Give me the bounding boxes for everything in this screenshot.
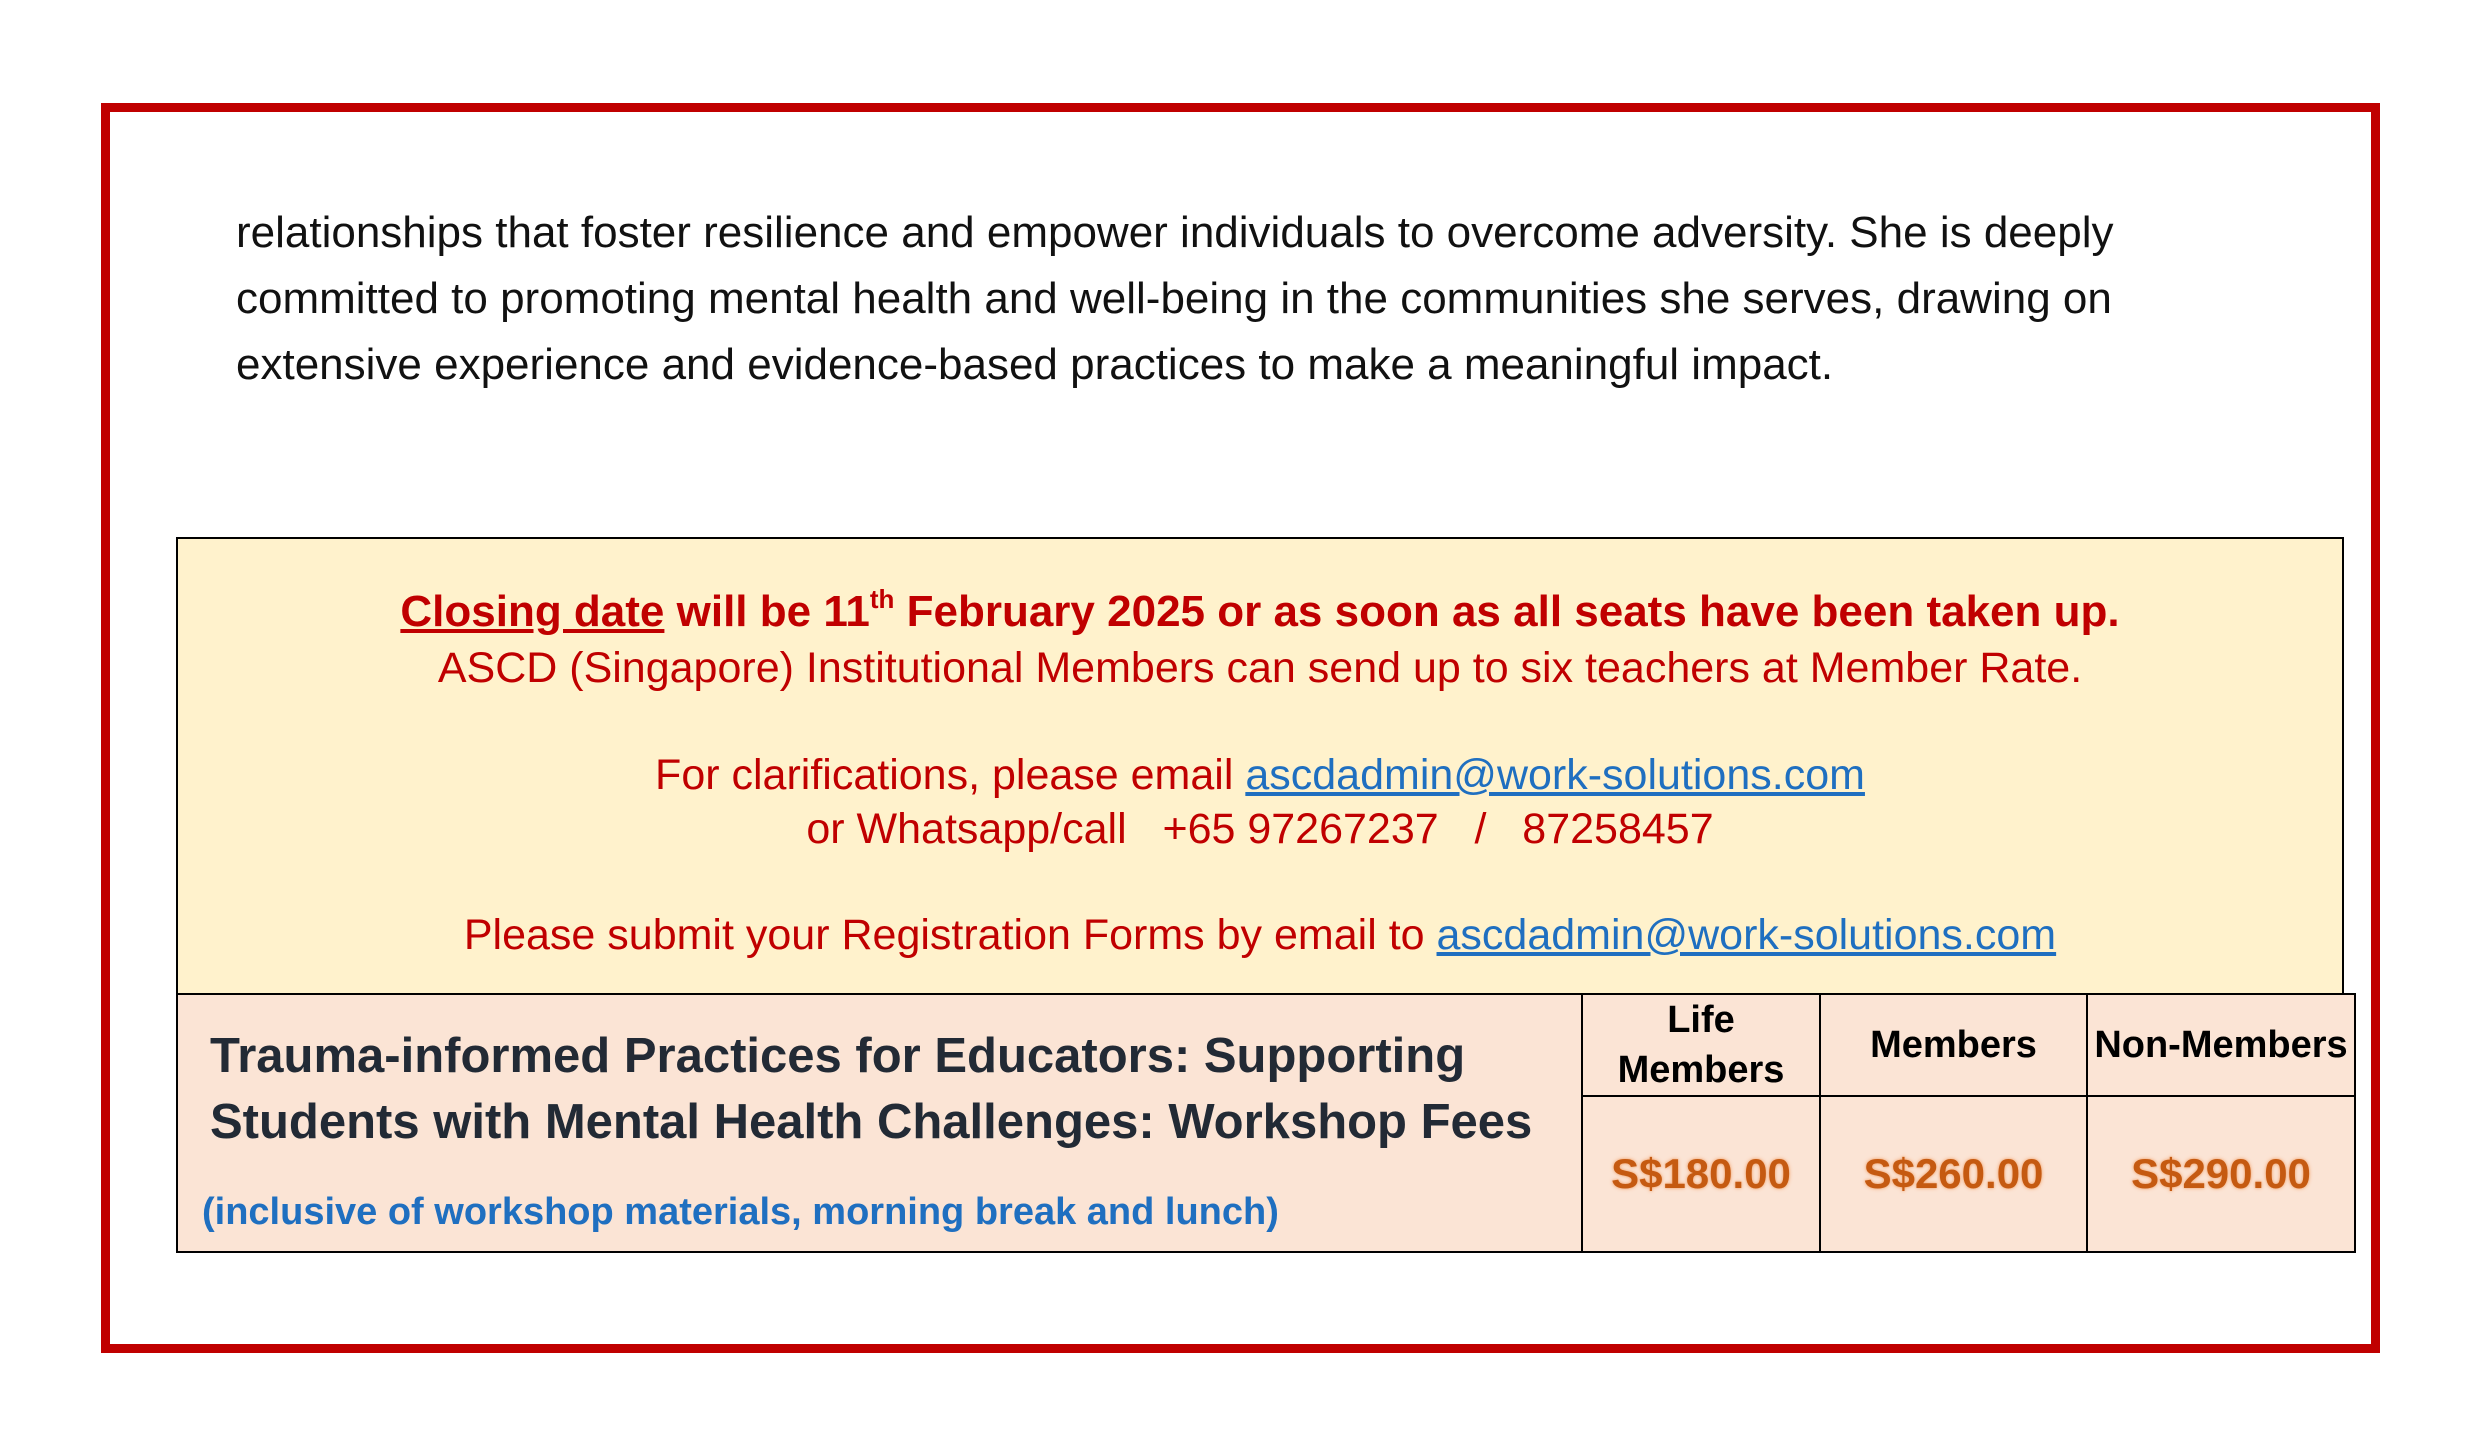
clarification-text: For clarifications, please email bbox=[655, 751, 1246, 799]
fees-title-cell bbox=[177, 994, 1582, 1252]
closing-date-sup: th bbox=[869, 584, 895, 614]
price-non-members: S$290.00 bbox=[2087, 1096, 2355, 1252]
submit-email-link[interactable]: ascdadmin@work-solutions.com bbox=[1436, 911, 2057, 959]
intro-paragraph: relationships that foster resilience and empower individuals to overcome adversity. She is deeply committed to promoting mental health and well-being in the communities she serves, drawing on extensive experience and evidence-based practices to make a meaningful impact. bbox=[236, 208, 2114, 389]
price-members: S$260.00 bbox=[1820, 1096, 2087, 1252]
submit-text: Please submit your Registration Forms by email to bbox=[463, 911, 1437, 959]
phone-line: or Whatsapp/call +65 97267237 / 87258457 bbox=[806, 805, 1714, 853]
members-note: ASCD (Singapore) Institutional Members can send up to six teachers at Member Rate. bbox=[437, 644, 2083, 692]
clarification-line bbox=[178, 751, 2342, 800]
registration-notice bbox=[176, 537, 2344, 995]
header-members: Members bbox=[1820, 994, 2087, 1096]
closing-date-post: February 2025 or as soon as all seats have been taken up. bbox=[894, 587, 2120, 636]
price-life-members: S$180.00 bbox=[1582, 1096, 1820, 1252]
submit-line bbox=[178, 911, 2342, 960]
header-life-members: Life Members bbox=[1582, 994, 1820, 1096]
fees-title: Trauma-informed Practices for Educators: Supporting Students with Mental Health Challenges: Workshop Fees bbox=[210, 1029, 1533, 1149]
fees-table bbox=[176, 993, 2356, 1253]
closing-date-pre: will be 11 bbox=[664, 587, 870, 636]
header-non-members: Non-Members bbox=[2087, 994, 2355, 1096]
clarification-email-link[interactable]: ascdadmin@work-solutions.com bbox=[1245, 751, 1865, 799]
closing-date-label: Closing date bbox=[400, 587, 665, 636]
fees-note: (inclusive of workshop materials, morning break and lunch) bbox=[202, 1191, 1279, 1233]
closing-date-line bbox=[178, 584, 2342, 637]
